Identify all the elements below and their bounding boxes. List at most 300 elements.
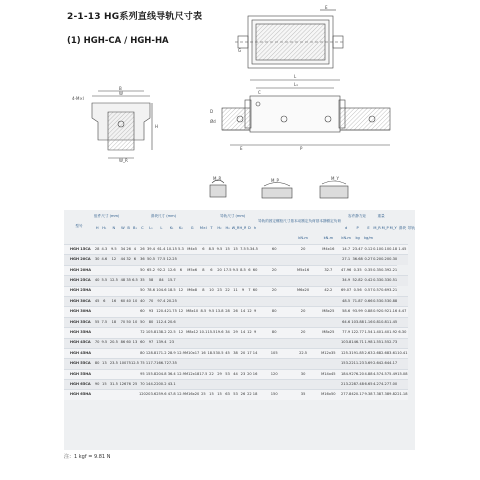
value-cell: 0.57 [373,286,381,296]
value-cell: 9.5 [207,307,215,317]
value-cell: 12.25 [167,255,177,265]
value-cell: 20 [290,307,315,317]
svg-text:D: D [210,109,214,114]
value-cell: 31.5 [108,380,119,390]
value-cell: 20.25 [167,296,177,306]
value-cell: 10 [131,296,139,306]
value-cell: 10.41 [397,348,407,358]
value-cell: 128.8 [146,348,156,358]
value-cell: M16x50 [316,390,341,400]
svg-text:M_Y: M_Y [331,176,339,181]
group-static-load: 基本静额定负荷 [315,219,341,224]
value-cell [108,286,119,296]
value-cell: 112.4 [156,317,166,327]
doc-subtitle: (1) HGH-CA / HGH-HA [67,36,169,46]
value-cell: 2.64 [373,359,381,369]
value-cell: 93 [146,307,156,317]
model-cell: HGH 35CA [64,317,94,327]
value-cell [108,307,119,317]
value-cell [177,359,185,369]
value-cell [131,328,139,338]
model-cell: HGH 45CA [64,338,94,348]
value-cell: 58 [146,276,156,286]
value-cell: 34 [224,328,232,338]
value-cell: 92.2 [156,265,166,275]
value-cell [177,296,185,306]
group-bolt: 导轨的固定螺栓尺寸 [258,219,291,224]
table-row [64,245,415,255]
svg-text:Ød: Ød [210,119,216,124]
value-cell: 9 [252,307,258,317]
value-cell: 6.30 [397,328,407,338]
value-cell: 22 [207,369,215,379]
value-cell: 6.65 [364,380,373,390]
value-cell: 26 [126,245,131,255]
value-cell: 120.4 [156,307,166,317]
value-cell [224,255,232,265]
value-cell [258,380,291,390]
value-cell [290,276,315,286]
group-rail: 导轨尺寸 (mm) [220,214,246,219]
value-cell: 23.5 [108,359,119,369]
table-row [64,276,415,286]
value-cell: 80 [258,307,291,317]
value-cell: 1.16 [389,307,397,317]
side-view-drawing [210,74,390,151]
value-cell: 14 [252,348,258,358]
value-cell [397,276,407,286]
value-cell: 0.10 [381,245,389,255]
header-col: 滑块 [398,226,406,231]
value-cell: 0.92 [373,307,381,317]
table-row [64,390,415,400]
value-cell: M4x16 [316,245,341,255]
value-cell: 5.3 [177,245,185,255]
header-col: K₂ [179,226,183,231]
value-cell: 1.55 [381,338,389,348]
value-cell: 95 [139,369,146,379]
value-cell [108,328,119,338]
value-cell [232,380,240,390]
footnote: 注：1 kgf = 9.81 N [64,454,111,460]
value-cell: 45 [224,348,232,358]
value-cell: 4.27 [373,380,381,390]
value-cell: 77.9 [341,328,351,338]
value-cell: 42.2 [316,286,341,296]
value-cell: 4.3 [100,245,108,255]
value-cell: 277.8 [341,390,351,400]
value-cell: 64.6 [341,317,351,327]
value-cell: 122.77 [351,328,364,338]
value-cell: 2.64 [381,359,389,369]
value-cell [239,255,246,265]
value-cell: 26 [232,307,240,317]
header-unit [167,234,177,245]
value-cell: 420.17 [351,390,364,400]
value-cell [199,276,207,286]
value-cell: 1.16 [364,317,373,327]
value-cell: 12 [177,328,185,338]
value-cell [316,255,341,265]
value-cell: M6x8 [185,286,199,296]
value-cell [119,307,126,317]
value-cell [199,338,207,348]
value-cell: 36 [139,255,146,265]
value-cell: 10.15 [167,245,177,255]
value-cell [108,390,119,400]
value-cell [397,338,407,348]
value-cell: 0.35 [364,265,373,275]
value-cell [207,317,215,327]
header-unit [146,234,156,245]
value-cell [100,369,108,379]
value-cell: 9 [252,328,258,338]
value-cell: 191.85 [351,348,364,358]
value-cell [258,276,291,286]
value-cell: 0.18 [389,245,397,255]
value-cell: 17 [246,348,252,358]
value-cell [177,380,185,390]
value-cell: 50 [139,317,146,327]
value-cell [199,296,207,306]
value-cell: 138.2 [156,328,166,338]
model-cell: HGH 15CA [64,245,94,255]
value-cell: 211.23 [351,359,364,369]
value-cell: 4.5 [252,245,258,255]
value-cell: 76 [126,380,131,390]
svg-text:L₁: L₁ [294,82,298,87]
value-cell: 150 [258,390,291,400]
value-cell: 44 [119,255,126,265]
value-cell: 6.5 [131,276,139,286]
value-cell: 103.8 [341,338,351,348]
value-cell [239,359,246,369]
value-cell: 120 [139,390,146,400]
value-cell [185,359,199,369]
value-cell: 38 [232,348,240,358]
value-cell: 32.7 [316,265,341,275]
value-cell: 120 [258,369,291,379]
svg-text:C: C [258,90,261,95]
value-cell: 15 [100,380,108,390]
group-assembly: 组件尺寸 (mm) [94,214,120,219]
value-cell: 23 [215,286,223,296]
value-cell: 12.9 [177,390,185,400]
value-cell: 25 [131,380,139,390]
value-cell: 21.18 [397,390,407,400]
value-cell: 1.45 [397,245,407,255]
value-cell: 17.5 [224,265,232,275]
value-cell [232,296,240,306]
model-cell: HGH 20CA [64,255,94,265]
header-col: P [356,226,359,231]
model-cell: HGH 45HA [64,348,94,358]
value-cell: 4.17 [389,359,397,369]
group-weight: 重量 [377,214,385,219]
value-cell: 50 [126,317,131,327]
value-cell: 4.47 [397,307,407,317]
table-row [64,286,415,296]
value-cell [207,296,215,306]
value-cell: 80 [139,348,146,358]
value-cell [131,286,139,296]
value-cell [397,359,407,369]
value-cell: 4.6 [100,255,108,265]
value-cell: 9.5 [108,245,119,255]
header-unit [139,234,146,245]
value-cell: 23 [167,338,177,348]
value-cell [185,296,199,306]
value-cell [177,317,185,327]
header-col: M_Y [389,226,397,231]
value-cell: 4.57 [373,369,381,379]
value-cell [199,255,207,265]
svg-text:M_P: M_P [271,178,279,183]
value-cell: 25 [199,390,207,400]
value-cell [232,255,240,265]
header-col: D [247,226,251,231]
model-cell: HGH 65CA [64,380,94,390]
header-unit [100,234,108,245]
svg-text:W_R: W_R [119,158,128,163]
value-cell: 0.33 [381,276,389,286]
value-cell [131,307,139,317]
value-cell: 200.2 [156,380,166,390]
value-cell [207,380,215,390]
value-cell: 6 [199,245,207,255]
col-model: 型号 [75,224,83,229]
svg-text:W: W [119,91,123,96]
header-unit [199,234,207,245]
svg-text:E: E [325,5,328,10]
value-cell [207,338,215,348]
value-cell: 18.5 [207,348,215,358]
table-row [64,296,415,306]
value-cell: 13 [100,359,108,369]
header-col: H_R [239,226,247,231]
header-unit [177,234,185,245]
value-cell [239,317,246,327]
header-col: h [253,226,257,231]
value-cell: M8x10 [185,307,199,317]
value-cell: 7.38 [373,390,381,400]
value-cell: 39.4 [146,245,156,255]
value-cell [215,296,223,306]
value-cell: M8x25 [316,307,341,317]
value-cell: 9.5 [100,338,108,348]
header-unit: kN-m [323,236,334,241]
value-cell: 60 [119,296,126,306]
value-cell: 28 [224,307,232,317]
value-cell [316,359,341,369]
value-cell: 8.5 [199,307,207,317]
group-moment: 容许静力矩 [348,214,366,219]
header-unit [224,234,232,245]
value-cell [316,338,341,348]
value-cell: 35 [126,276,131,286]
value-cell: 35 [290,390,315,400]
value-cell [239,276,246,286]
model-cell: HGH 20HA [64,265,94,275]
value-cell [215,317,223,327]
value-cell: 86 [119,338,126,348]
header-unit [232,234,240,245]
header-col: d [345,226,348,231]
value-cell [215,338,223,348]
value-cell [119,328,126,338]
value-cell: 80 [94,359,100,369]
value-cell: 4.88 [364,369,373,379]
value-cell: 26 [239,390,246,400]
table-row [64,348,415,358]
value-cell: 125.3 [341,348,351,358]
value-cell: 50 [139,265,146,275]
svg-text:E: E [240,146,243,151]
header-col: B₁ [132,226,137,231]
value-cell [224,317,232,327]
value-cell: 7.00 [389,380,397,390]
value-cell: 0.20 [381,255,389,265]
header-col: H₂ [217,226,222,231]
table-row [64,359,415,369]
value-cell: 0.42 [364,276,373,286]
value-cell: 97.4 [156,296,166,306]
value-cell: 45 [94,296,100,306]
value-cell: 52.82 [351,276,364,286]
value-cell: 70 [94,338,100,348]
model-cell: HGH 55HA [64,369,94,379]
value-cell [131,348,139,358]
value-cell [232,317,240,327]
svg-text:H: H [155,124,159,129]
value-cell: 14 [239,307,246,317]
value-cell: 14 [239,328,246,338]
value-cell [258,255,291,265]
value-cell: 0.33 [373,276,381,286]
value-cell: 20 [258,286,291,296]
value-cell [239,380,246,390]
value-cell [100,265,108,275]
value-cell [316,276,341,286]
header-col: G [190,226,194,231]
value-cell: M8x25 [316,328,341,338]
value-cell: 47.96 [341,265,351,275]
header-unit [239,234,246,245]
value-cell: 44 [232,369,240,379]
value-cell: M12x35 [316,348,341,358]
value-cell [119,348,126,358]
value-cell: 4.27 [381,380,389,390]
value-cell: 105.8 [146,328,156,338]
value-cell: 30 [290,369,315,379]
header-col: C [141,226,144,231]
value-cell: 22.5 [290,348,315,358]
value-cell: 8 [199,265,207,275]
value-cell: 0.57 [364,286,373,296]
header-col: M_R [373,226,381,231]
value-cell: 4.57 [381,369,389,379]
value-cell: 12.6 [167,265,177,275]
value-cell: 20.6 [167,317,177,327]
value-cell: 13.8 [215,307,223,317]
value-cell: 17.5 [199,369,207,379]
value-cell: 1.45 [389,317,397,327]
value-cell: 22 [246,390,252,400]
value-cell: 0.39 [381,265,389,275]
svg-text:G: G [238,48,242,53]
value-cell [224,338,232,348]
value-cell: 0.51 [389,276,397,286]
value-cell: 9.82 [389,390,397,400]
value-cell [185,380,199,390]
value-cell: 139.4 [156,338,166,348]
value-cell [224,296,232,306]
value-cell: 3.61 [389,348,397,358]
value-cell: 16 [108,296,119,306]
value-cell: 6 [100,296,108,306]
value-cell: 20 [215,265,223,275]
header-col: M_P [381,226,389,231]
value-cell: 0.35 [351,265,364,275]
value-cell: 60 [139,307,146,317]
value-cell: 70 [146,296,156,306]
model-cell: HGH 65HA [64,390,94,400]
value-cell: 144.2 [146,380,156,390]
value-cell: 28.9 [167,348,177,358]
value-cell [108,369,119,379]
value-cell: 7.38 [381,390,389,400]
value-cell: 35 [139,276,146,286]
value-cell [316,317,341,327]
header-units-row [64,234,415,245]
value-cell [119,265,126,275]
svg-text:B: B [119,86,122,91]
value-cell: 4 [131,245,139,255]
model-cell: HGH 25CA [64,276,94,286]
model-cell: HGH 55CA [64,359,94,369]
value-cell: M8x12 [185,328,199,338]
value-cell: 5.5 [100,276,108,286]
value-cell: 12 [246,328,252,338]
value-cell: 69.07 [341,286,351,296]
value-cell [290,380,315,390]
value-cell: 10 [207,286,215,296]
dimension-table-panel [64,210,415,450]
front-view-drawing [72,86,158,163]
value-cell: 20.5 [108,338,119,348]
model-cell: HGH 25HA [64,286,94,296]
value-cell: 22 [224,286,232,296]
value-cell: 75 [139,359,146,369]
value-cell: 203.6 [146,390,156,400]
value-cell: 6 [131,255,139,265]
header-unit: kN-m [298,236,308,241]
svg-text:P: P [300,146,303,151]
value-cell: 50.5 [146,255,156,265]
value-cell: 1.55 [373,338,381,348]
model-cell: HGH 30HA [64,307,94,317]
value-cell: 204.8 [156,369,166,379]
value-cell: 97 [146,338,156,348]
value-cell [207,255,215,265]
value-cell: 19.6 [215,328,223,338]
value-cell: 8.5 [239,265,246,275]
table-row [64,380,415,390]
value-cell: 0.10 [373,245,381,255]
group-block: 滑块尺寸 (mm) [150,214,177,219]
value-cell [100,390,108,400]
value-cell [177,255,185,265]
